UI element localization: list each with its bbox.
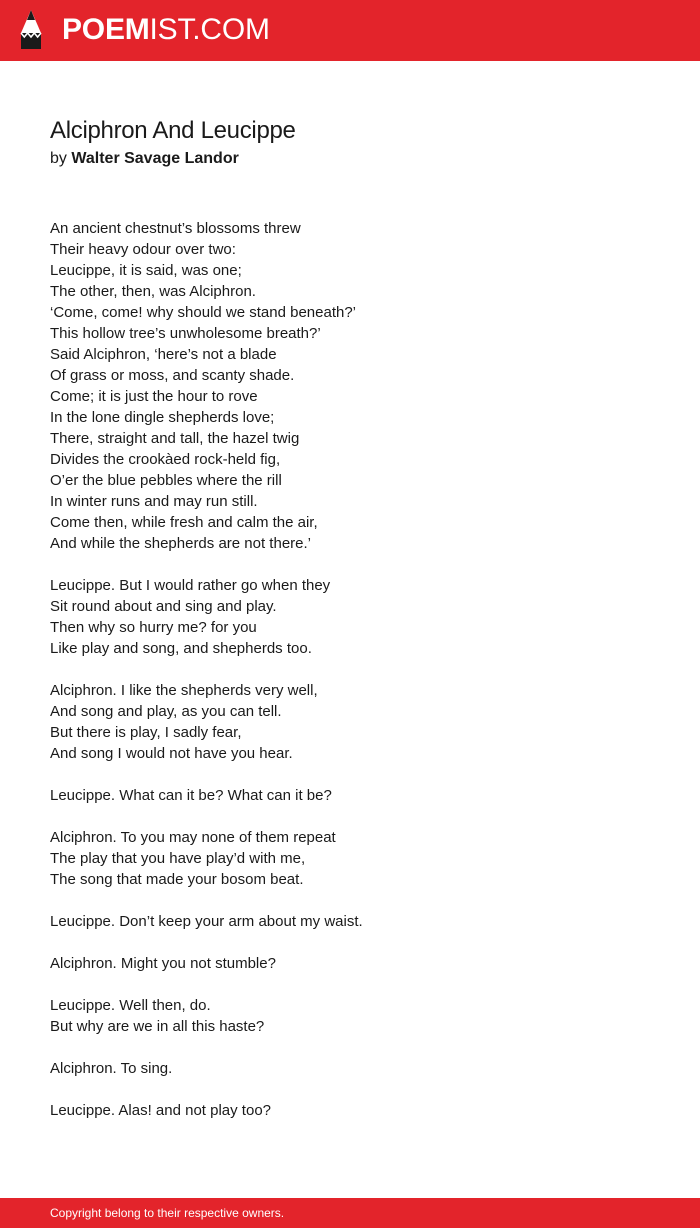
poem-line: In winter runs and may run still.: [50, 493, 258, 510]
author-name: Walter Savage Landor: [71, 150, 239, 167]
pen-nib-icon[interactable]: [18, 9, 44, 51]
poem-stanza: [50, 953, 650, 974]
site-footer: [0, 1198, 700, 1228]
poem-stanza: [50, 575, 650, 659]
poem-line: In the lone dingle shepherds love;: [50, 409, 275, 426]
poem-line: Alciphron. Might you not stumble?: [50, 955, 276, 972]
poem-stanza: [50, 680, 650, 764]
poem-line: Of grass or moss, and scanty shade.: [50, 367, 295, 384]
poem-stanza: [50, 827, 650, 890]
brand-light: IST.COM: [149, 13, 270, 46]
poem-line: Alciphron. To you may none of them repeat: [50, 829, 336, 846]
poem-body: [50, 218, 650, 1142]
poem-line: Come; it is just the hour to rove: [50, 388, 258, 405]
poem-line: Leucippe. What can it be? What can it be?: [50, 787, 332, 804]
poem-line: And song and play, as you can tell.: [50, 703, 282, 720]
poem-stanza: [50, 785, 650, 806]
poem-stanza: [50, 1100, 650, 1121]
poem-line: The play that you have play’d with me,: [50, 850, 306, 867]
poem-line: Divides the crookàed rock-held fig,: [50, 451, 281, 468]
poem-line: Leucippe, it is said, was one;: [50, 262, 242, 279]
poem-line: ‘Come, come! why should we stand beneath?’: [50, 304, 357, 321]
poem-line: Their heavy odour over two:: [50, 241, 236, 258]
poem-stanza: [50, 995, 650, 1037]
poem-line: Come then, while fresh and calm the air,: [50, 514, 318, 531]
poem-line: And song I would not have you hear.: [50, 745, 293, 762]
poem-line: But why are we in all this haste?: [50, 1018, 265, 1035]
poem-stanza: [50, 911, 650, 932]
site-header: [0, 0, 700, 61]
poem-line: Said Alciphron, ‘here’s not a blade: [50, 346, 277, 363]
copyright-text: Copyright belong to their respective owners.: [50, 1206, 285, 1220]
poem-line: The other, then, was Alciphron.: [50, 283, 256, 300]
brand-strong: POEM: [62, 13, 150, 46]
poem-line: Leucippe. Alas! and not play too?: [50, 1102, 272, 1119]
poem-line: Then why so hurry me? for you: [50, 619, 257, 636]
poem-line: Leucippe. But I would rather go when they: [50, 577, 331, 594]
poem-line: But there is play, I sadly fear,: [50, 724, 242, 741]
poem-line: This hollow tree’s unwholesome breath?’: [50, 325, 321, 342]
by-label: by: [50, 150, 67, 167]
site-logo-text[interactable]: [62, 12, 270, 48]
poem-line: Leucippe. Don’t keep your arm about my waist.: [50, 913, 363, 930]
poem-line: O’er the blue pebbles where the rill: [50, 472, 282, 489]
poem-line: Alciphron. To sing.: [50, 1060, 173, 1077]
poem-line: And while the shepherds are not there.’: [50, 535, 311, 552]
byline: [50, 149, 239, 169]
poem-line: Like play and song, and shepherds too.: [50, 640, 312, 657]
poem-line: An ancient chestnut’s blossoms threw: [50, 220, 301, 237]
poem-line: Alciphron. I like the shepherds very well,: [50, 682, 318, 699]
poem-line: Sit round about and sing and play.: [50, 598, 277, 615]
poem-title: Alciphron And Leucippe: [50, 117, 296, 144]
poem-line: The song that made your bosom beat.: [50, 871, 304, 888]
poem-line: There, straight and tall, the hazel twig: [50, 430, 300, 447]
poem-stanza: [50, 1058, 650, 1079]
poem-line: Leucippe. Well then, do.: [50, 997, 211, 1014]
poem-stanza: [50, 218, 650, 554]
